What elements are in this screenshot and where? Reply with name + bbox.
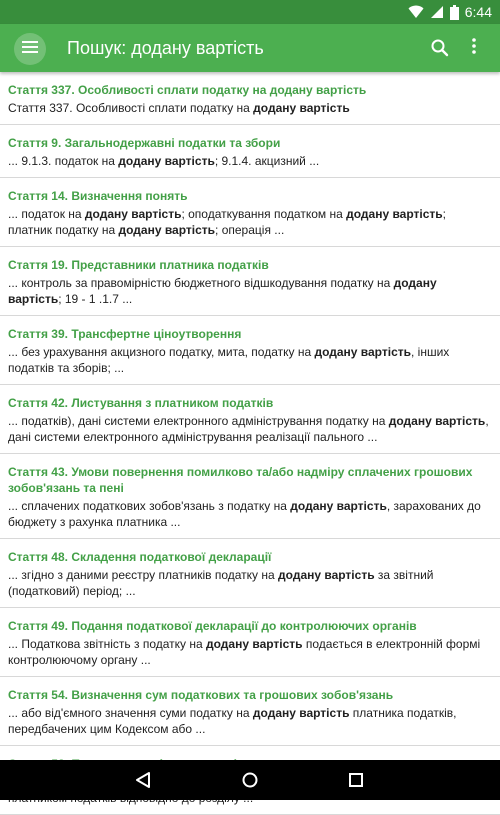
result-title: Стаття 49. Подання податкової декларації до контролюючих органів xyxy=(8,619,417,633)
list-item[interactable] xyxy=(0,385,500,454)
snippet-text: ... податків), дані системи електронного адміністрування податку на xyxy=(8,414,389,428)
result-snippet xyxy=(8,567,492,599)
highlighted-term: додану вартість xyxy=(290,499,387,513)
snippet-text: ; 19 - 1 .1.7 ... xyxy=(58,292,133,306)
result-snippet xyxy=(8,413,492,445)
list-item[interactable] xyxy=(0,247,500,316)
snippet-text: ... згідно з даними реєстру платників податку на xyxy=(8,568,279,582)
menu-button[interactable] xyxy=(14,33,46,65)
result-title: Стаття 48. Складення податкової декларації xyxy=(8,550,272,564)
page-title: Пошук: додану вартість xyxy=(67,38,264,58)
snippet-text: ; операція ... xyxy=(215,223,285,237)
recent-apps-button[interactable] xyxy=(349,773,363,792)
home-button[interactable] xyxy=(242,772,258,793)
list-item[interactable] xyxy=(0,608,500,677)
snippet-text: , зарахованих до бюджету з рахунка платника ... xyxy=(8,499,481,529)
snippet-text: ... контроль за правомірністю бюджетного відшкодування податку на xyxy=(8,276,394,290)
snippet-text: , дані системи електронного адміністрування реалізації пального ... xyxy=(8,414,489,444)
result-title: Стаття 42. Листування з платником податків xyxy=(8,396,274,410)
snippet-text: за звітний (податковий) період; ... xyxy=(8,568,434,598)
snippet-text: ; платник податку на xyxy=(8,207,446,237)
status-bar xyxy=(0,0,500,24)
result-title: Стаття 43. Умови повернення помилково та/або надміру сплачених грошових зобов'язань та пені xyxy=(8,465,473,495)
snippet-text: ... сплачених податкових зобов'язань з податку на xyxy=(8,499,291,513)
search-icon xyxy=(428,47,452,64)
highlighted-term: додану вартість xyxy=(118,223,216,237)
snippet-text: Стаття 337. Особливості сплати податку на xyxy=(8,101,254,115)
snippet-text: платника податків, передбачених цим Кодексом або ... xyxy=(8,706,457,736)
highlighted-term: додану вартість xyxy=(388,414,486,428)
list-item[interactable] xyxy=(0,178,500,247)
highlighted-term: додану вартість xyxy=(314,345,411,359)
snippet-text: , інших податків та зборів; ... xyxy=(8,345,450,375)
result-title: Стаття 39. Трансфертне ціноутворення xyxy=(8,327,242,341)
result-snippet xyxy=(8,206,492,238)
result-snippet xyxy=(8,275,492,307)
highlighted-term: додану вартість xyxy=(206,637,303,651)
result-title: Стаття 14. Визначення понять xyxy=(8,189,188,203)
snippet-text: ; 9.1.4. акцизний ... xyxy=(214,154,320,168)
result-snippet xyxy=(8,153,492,169)
result-snippet xyxy=(8,498,492,530)
snippet-text: подається в електронній формі контролюючому органу ... xyxy=(8,637,481,667)
search-button[interactable] xyxy=(428,36,452,60)
snippet-text: ... Податкова звітність з податку на xyxy=(8,637,207,651)
snippet-text: ... або від'ємного значення суми податку на xyxy=(8,706,253,720)
list-item[interactable] xyxy=(0,72,500,125)
search-results-list xyxy=(0,72,500,760)
back-icon xyxy=(135,775,151,792)
result-snippet xyxy=(8,344,492,376)
battery-icon xyxy=(450,5,459,20)
result-snippet xyxy=(8,100,492,116)
list-item[interactable] xyxy=(0,125,500,178)
highlighted-term: додану вартість xyxy=(118,154,215,168)
highlighted-term: додану вартість xyxy=(8,276,437,306)
list-item[interactable] xyxy=(0,454,500,539)
status-icons xyxy=(408,0,492,24)
snippet-text: ; оподаткування податком на xyxy=(181,207,347,221)
signal-icon xyxy=(430,5,444,19)
result-title: Стаття 9. Загальнодержавні податки та збори xyxy=(8,136,281,150)
result-title: Стаття 19. Представники платника податків xyxy=(8,258,269,272)
app-toolbar xyxy=(0,24,500,72)
status-time: 6:44 xyxy=(464,4,492,20)
list-item[interactable] xyxy=(0,677,500,746)
home-icon xyxy=(242,775,258,792)
result-snippet xyxy=(8,705,492,737)
result-title: Стаття 337. Особливості сплати податку на додану вартість xyxy=(8,83,367,97)
back-button[interactable] xyxy=(135,772,151,793)
hamburger-icon xyxy=(22,40,38,58)
overflow-menu-button[interactable] xyxy=(466,36,482,60)
highlighted-term: додану вартість xyxy=(278,568,375,582)
list-item[interactable] xyxy=(0,316,500,385)
system-nav-bar xyxy=(0,760,500,800)
highlighted-term: додану вартість xyxy=(346,207,443,221)
highlighted-term: додану вартість xyxy=(252,706,350,720)
highlighted-term: додану вартість xyxy=(84,207,182,221)
list-item[interactable] xyxy=(0,539,500,608)
wifi-icon xyxy=(408,5,424,19)
recent-apps-icon xyxy=(349,774,363,791)
more-vert-icon xyxy=(472,38,476,59)
snippet-text: ... податок на xyxy=(8,207,85,221)
highlighted-term: додану вартість xyxy=(253,101,350,115)
result-title: Стаття 54. Визначення сум податкових та грошових зобов'язань xyxy=(8,688,394,702)
snippet-text: ... без урахування акцизного податку, мита, податку на xyxy=(8,345,315,359)
result-snippet xyxy=(8,636,492,668)
snippet-text: ... 9.1.3. податок на xyxy=(8,154,119,168)
